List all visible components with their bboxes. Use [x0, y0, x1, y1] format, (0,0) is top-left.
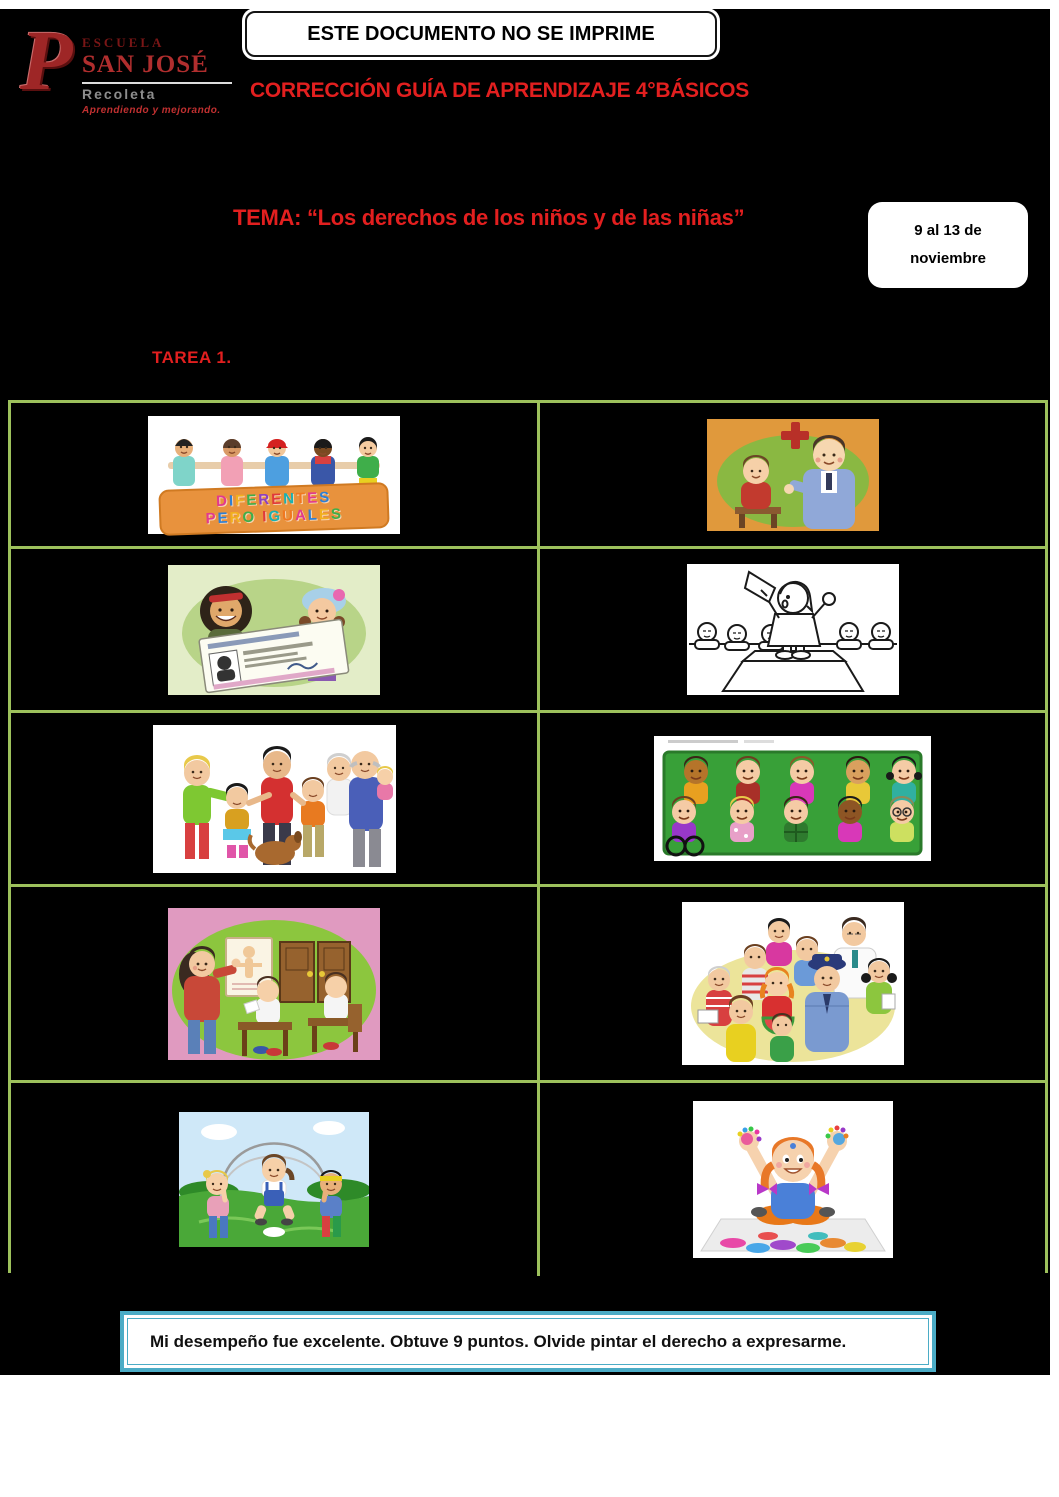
logo-recoleta: Recoleta	[82, 82, 232, 102]
illustration-right-to-family	[153, 725, 396, 873]
logo-text	[82, 35, 232, 116]
logo-tagline: Aprendiendo y mejorando.	[82, 104, 221, 116]
table-cell-r2c2	[540, 549, 1045, 713]
banner-word-2: PERO IGUALES	[205, 505, 344, 528]
table-cell-r1c1	[11, 403, 540, 549]
illustration-community-protection	[682, 902, 904, 1065]
page-title: CORRECCIÓN GUÍA DE APRENDIZAJE 4°BÁSICOS	[250, 79, 749, 102]
date-line-2: noviembre	[910, 250, 986, 267]
table-cell-r1c2	[540, 403, 1045, 549]
illustration-right-to-express	[693, 1101, 893, 1258]
tema-title: TEMA: “Los derechos de los niños y de las niñas”	[233, 205, 745, 230]
diferentes-banner	[158, 482, 389, 535]
table-cell-r2c1	[11, 549, 540, 713]
table-cell-r3c1	[11, 713, 540, 887]
illustration-right-to-play	[179, 1112, 369, 1247]
performance-note-box	[120, 1311, 936, 1372]
illustration-right-to-education	[168, 908, 380, 1060]
children-arm-in-arm-art	[150, 428, 398, 490]
illustration-right-to-identity	[168, 565, 380, 695]
tarea-label: TAREA 1.	[152, 348, 232, 367]
task-table	[8, 400, 1048, 1273]
table-cell-r4c2	[540, 887, 1045, 1083]
date-line-1: 9 al 13 de	[914, 221, 982, 239]
document-page	[0, 9, 1050, 1375]
table-cell-r4c1	[11, 887, 540, 1083]
illustration-right-to-health	[707, 419, 879, 531]
table-cell-r5c2	[540, 1083, 1045, 1276]
school-logo	[20, 12, 235, 129]
banner-word-1: DIFERENTES	[215, 489, 332, 511]
logo-p-mark: P	[20, 12, 73, 108]
table-cell-r5c1	[11, 1083, 540, 1276]
illustration-right-to-be-heard	[687, 564, 899, 695]
date-box	[868, 202, 1028, 288]
illustration-equality-group	[654, 736, 931, 861]
no-print-banner: ESTE DOCUMENTO NO SE IMPRIME	[245, 11, 717, 57]
logo-san-jose: SAN JOSÉ	[82, 51, 209, 78]
performance-note-text: Mi desempeño fue excelente. Obtuve 9 puntos. Olvide pintar el derecho a expresarme.	[150, 1331, 847, 1351]
illustration-diferentes-pero-iguales	[148, 416, 400, 534]
table-cell-r3c2	[540, 713, 1045, 887]
logo-escuela: ESCUELA	[82, 35, 165, 50]
